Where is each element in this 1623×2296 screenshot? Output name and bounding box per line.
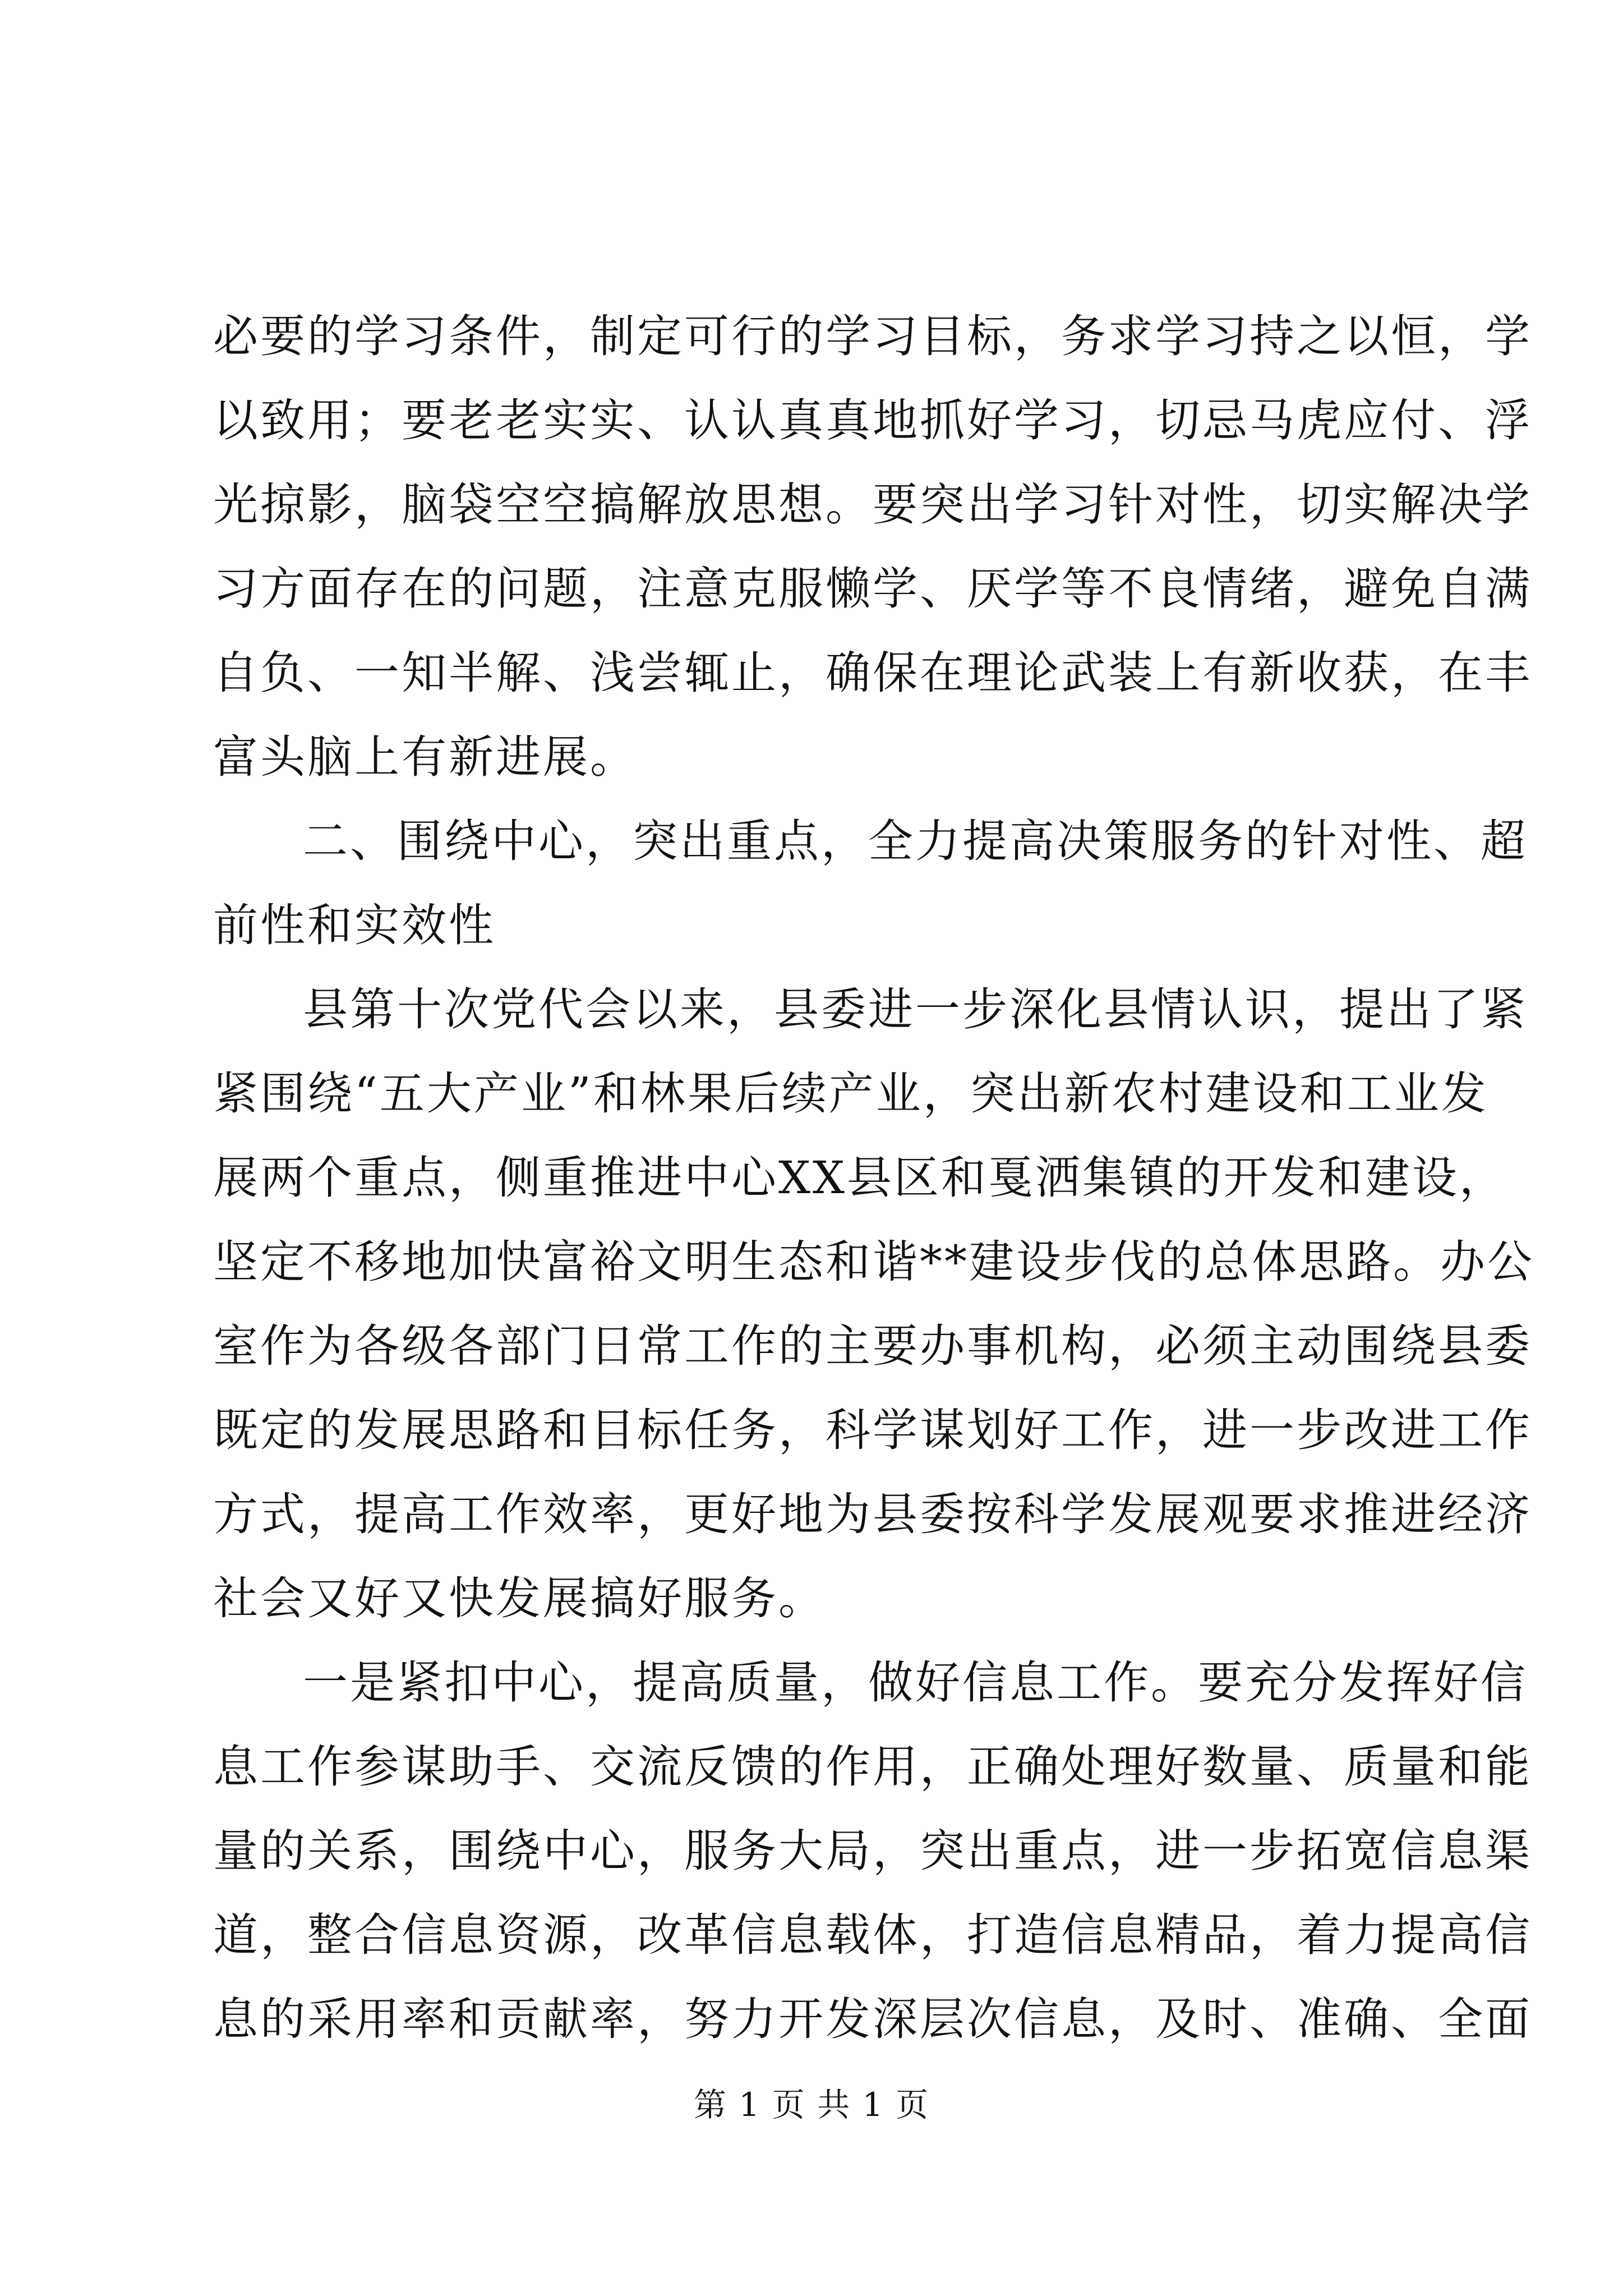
text-line: 自负、一知半解、浅尝辄止，确保在理论武装上有新收获，在丰 [213, 647, 1532, 699]
text-line: 紧围绕“五大产业”和林果后续产业，突出新农村建设和工业发 [213, 1068, 1488, 1120]
section-heading-line: 二、围绕中心，突出重点，全力提高决策服务的针对性、超 [303, 815, 1528, 867]
text-line: 息工作参谋助手、交流反馈的作用，正确处理好数量、质量和能 [213, 1741, 1532, 1793]
text-line: 室作为各级各部门日常工作的主要办事机构，必须主动围绕县委 [213, 1320, 1532, 1372]
text-line: 习方面存在的问题，注意克服懒学、厌学等不良情绪，避免自满 [213, 563, 1532, 615]
text-line: 量的关系，围绕中心，服务大局，突出重点，进一步拓宽信息渠 [213, 1825, 1532, 1877]
text-line: 方式，提高工作效率，更好地为县委按科学发展观要求推进经济 [213, 1488, 1532, 1540]
text-line: 富头脑上有新进展。 [213, 731, 637, 783]
text-line: 社会又好又快发展搞好服务。 [213, 1572, 826, 1625]
text-line: 县第十次党代会以来，县委进一步深化县情认识，提出了紧 [303, 983, 1528, 1036]
text-line: 必要的学习条件，制定可行的学习目标，务求学习持之以恒，学 [213, 310, 1532, 362]
text-line: 展两个重点，侧重推进中心XX县区和戛洒集镇的开发和建设， [213, 1152, 1506, 1204]
text-line: 光掠影，脑袋空空搞解放思想。要突出学习针对性，切实解决学 [213, 478, 1532, 531]
text-line: 既定的发展思路和目标任务，科学谋划好工作，进一步改进工作 [213, 1404, 1532, 1456]
text-line: 息的采用率和贡献率，努力开发深层次信息，及时、准确、全面 [213, 1993, 1532, 2045]
section-heading-line: 前性和实效性 [213, 899, 496, 951]
text-line: 道，整合信息资源，改革信息载体，打造信息精品，着力提高信 [213, 1909, 1532, 1961]
text-line: 一是紧扣中心，提高质量，做好信息工作。要充分发挥好信 [303, 1657, 1528, 1709]
text-line: 坚定不移地加快富裕文明生态和谐**建设步伐的总体思路。办公 [213, 1236, 1534, 1288]
text-line: 以致用；要老老实实、认认真真地抓好学习，切忌马虎应付、浮 [213, 394, 1532, 447]
page-number-footer: 第 1 页 共 1 页 [694, 2086, 929, 2124]
